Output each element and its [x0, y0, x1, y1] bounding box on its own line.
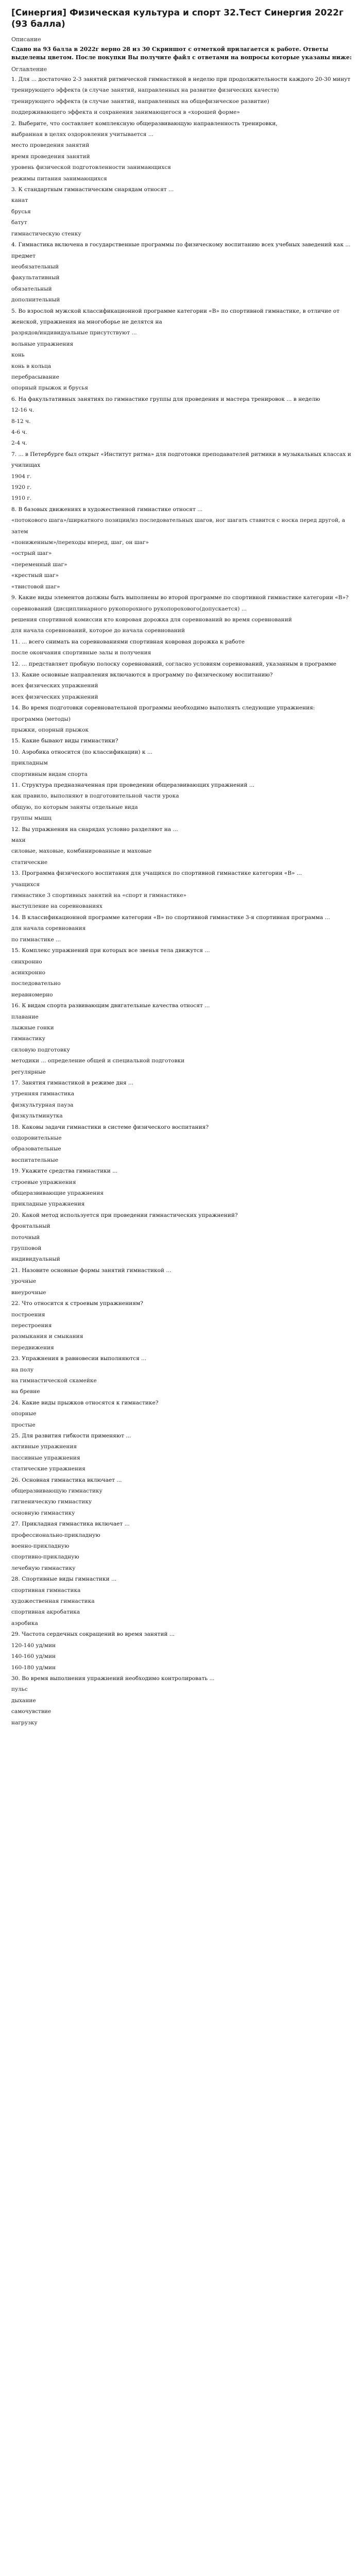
- question-line: 14. Во время подготовки соревновательной программы необходимо выполнять следующие упражнения:: [11, 705, 315, 711]
- answer-option: гигиеническую гимнастику: [11, 1499, 92, 1505]
- question-line: 24. Какие виды прыжков относятся к гимнастике?: [11, 1399, 159, 1406]
- question-line: 7. ... в Петербурге был открыт «Институт ритма» для подготовки преподавателей ритмики в музыкальных классах и училищах: [11, 451, 353, 469]
- answer-option: урочные: [11, 1278, 37, 1285]
- answer-option: фронтальный: [11, 1223, 50, 1230]
- question-line: 15. Какие бывают виды гимнастики?: [11, 738, 118, 744]
- answer-option: брусья: [11, 208, 31, 215]
- answer-option: самочувствие: [11, 1708, 51, 1715]
- answer-option: силовые, маховые, комбинированные и маховые: [11, 848, 152, 855]
- answer-option: 2-4 ч.: [11, 440, 27, 447]
- answer-option: статические упражнения: [11, 1466, 85, 1472]
- answer-option: поддерживающего эффекта и сохранения занимающегося в «хорошей форме»: [11, 109, 240, 116]
- answer-option: индивидуальный: [11, 1256, 60, 1263]
- answer-option: разрядов/индивидуальные присутствуют ...: [11, 330, 137, 336]
- description-text: Сдано на 93 балла в 2022г верно 28 из 30 Скриншот с отметкой прилагается к работе. Ответы выделены цветом. После покупки Вы получите файл с ответами на вопросы которые указаны ниже:: [11, 46, 352, 61]
- question-line: 28. Спортивные виды гимнастики ...: [11, 1576, 117, 1583]
- answer-option: простые: [11, 1421, 36, 1428]
- answer-option: основную гимнастику: [11, 1510, 75, 1516]
- answer-option: военно-прикладную: [11, 1543, 70, 1550]
- answer-option: лыжные гонки: [11, 1024, 54, 1031]
- answer-option: конь в кольца: [11, 363, 51, 369]
- answer-option: статические: [11, 859, 48, 866]
- answer-option: активные упражнения: [11, 1444, 77, 1450]
- answer-option: воспитательные: [11, 1157, 58, 1163]
- answer-option: спортивным видам спорта: [11, 771, 88, 777]
- answer-option: неравномерно: [11, 991, 53, 998]
- question-line: 2. Выберите, что составляет комплексную общеразвивающую направленность тренировки,: [11, 120, 278, 127]
- question-line: 10. Аэробика относится (по классификации) к ...: [11, 749, 152, 755]
- answer-option: «твистовой шаг»: [11, 583, 60, 590]
- answer-option: «потокового шага»/ширкатного позиции/из последовательных шагов, ног шагать ставится с носка перед другой, а затем: [11, 517, 347, 535]
- answer-option: 8-12 ч.: [11, 418, 31, 425]
- answer-option: опорные: [11, 1411, 37, 1417]
- answer-option: образовательные: [11, 1146, 61, 1153]
- answer-option: 120-140 уд/мин: [11, 1642, 56, 1649]
- answer-option: уровень физической подготовленности занимающихся: [11, 164, 171, 171]
- answer-option: профессионально-прикладную: [11, 1532, 100, 1538]
- answer-option: по гимнастике ...: [11, 936, 61, 943]
- answer-option: выбранная в целях оздоровления учитывается ...: [11, 131, 153, 138]
- answer-option: строевые упражнения: [11, 1179, 76, 1185]
- answer-option: опорный прыжок и брусья: [11, 385, 89, 392]
- question-line: 19. Укажите средства гимнастики ...: [11, 1168, 118, 1175]
- answer-option: гимнастике 3 спортивных занятий на «спорт и гимнастике»: [11, 892, 186, 899]
- answer-option: 4-6 ч.: [11, 429, 27, 435]
- question-line: 12. Вы упражнения на снарядах условно разделяют на ...: [11, 826, 178, 833]
- answer-option: для начала соревнования: [11, 925, 86, 932]
- answer-option: 1904 г.: [11, 473, 32, 480]
- question-line: 17. Занятия гимнастикой в режиме дня ...: [11, 1079, 134, 1086]
- question-line: 30. Во время выполнения упражнений необходимо контролировать ...: [11, 1675, 215, 1682]
- answer-option: размыкания и смыкания: [11, 1333, 83, 1340]
- answer-option: для начала соревнований, которое до начала соревнований: [11, 628, 185, 634]
- answer-option: перестроения: [11, 1322, 52, 1329]
- question-line: 16. К видам спорта развивающим двигательные качества относят ...: [11, 1003, 210, 1009]
- question-line: 14. В классификационной программе категории «В» по спортивной гимнастике 3-я спортивная программа ...: [11, 914, 330, 921]
- answer-option: утренняя гимнастика: [11, 1091, 75, 1097]
- answer-option: спортивно-прикладную: [11, 1554, 79, 1561]
- document-title: [Синергия] Физическая культура и спорт 32.Тест Синергия 2022г (93 балла): [11, 8, 344, 29]
- answer-option: на полу: [11, 1366, 34, 1373]
- question-line: 3. К стандартным гимнастическим снарядам относят ...: [11, 187, 174, 193]
- answer-option: тренирующего эффекта (в случае занятий, направленных на общефизическое развитие): [11, 98, 269, 105]
- answer-option: выступление на соревнованиях: [11, 903, 102, 910]
- answer-option: «переменный шаг»: [11, 561, 67, 568]
- question-line: 23. Упражнения в равновесии выполняются ...: [11, 1355, 147, 1362]
- answer-option: 140-160 уд/мин: [11, 1653, 56, 1660]
- answer-option: общеразвивающие упражнения: [11, 1190, 104, 1197]
- answer-option: программа (методы): [11, 716, 71, 722]
- answer-option: всех физических упражнений: [11, 683, 98, 689]
- answer-option: общую, по которым заняты отдельные вида: [11, 804, 138, 810]
- question-line: 13. Программа физического воспитания для учащихся по спортивной гимнастике категории «В» ...: [11, 870, 302, 877]
- answer-option: групповой: [11, 1245, 42, 1252]
- answer-option: 1910 г.: [11, 495, 32, 502]
- answer-option: общеразвивающую гимнастику: [11, 1488, 102, 1494]
- answer-option: прыжки, опорный прыжок: [11, 726, 89, 733]
- answer-option: 160-180 уд/мин: [11, 1664, 56, 1671]
- question-line: 12. ... представляет пробную полоску соревнований, согласно условиям соревнований, указанным в программе: [11, 660, 337, 667]
- question-line: 11. ... всего снимать на соревнованиями спортивная ковровая дорожка к работе: [11, 638, 245, 645]
- answer-option: дополнительный: [11, 297, 60, 303]
- answer-option: канат: [11, 197, 28, 204]
- answer-option: на гимнастической скамейке: [11, 1377, 97, 1384]
- answer-option: учащихся: [11, 881, 40, 888]
- answer-option: внеурочные: [11, 1289, 46, 1296]
- answer-option: спортивная акробатика: [11, 1609, 80, 1616]
- answer-option: конь: [11, 352, 25, 359]
- answer-option: прикладным: [11, 760, 48, 767]
- answer-option: необязательный: [11, 263, 59, 270]
- answer-option: «пониженным»/переходы вперед, шаг, он шаг»: [11, 539, 149, 546]
- answer-option: режимы питания занимающихся: [11, 175, 107, 182]
- answer-option: физкультурная пауза: [11, 1101, 74, 1108]
- answer-option: спортивная гимнастика: [11, 1587, 81, 1594]
- question-line: 1. Для ... достаточно 2-3 занятий ритмической гимнастикой в неделю при продолжительности каждого 20-30 минут: [11, 76, 351, 82]
- answer-option: батут: [11, 219, 27, 226]
- answer-option: гимнастическую стенку: [11, 230, 81, 237]
- answer-option: вольные упражнения: [11, 341, 74, 347]
- answer-option: регулярные: [11, 1069, 46, 1075]
- question-line: 9. Какие виды элементов должны быть выполнены во второй программе по спортивной гимнастике категории «В»?: [11, 595, 349, 601]
- question-line: 21. Назовите основные формы занятий гимнастикой ...: [11, 1267, 171, 1274]
- answer-option: 12-16 ч.: [11, 407, 35, 414]
- answer-option: как правило, выполняют в подготовительной части урока: [11, 793, 179, 800]
- question-line: 13. Какие основные направления включаются в программу по физическому воспитанию?: [11, 671, 273, 678]
- answer-option: на бревне: [11, 1388, 40, 1395]
- answer-option: силовую подготовку: [11, 1046, 70, 1053]
- question-line: 15. Комплекс упражнений при которых все звенья тела движутся ...: [11, 947, 210, 954]
- answer-option: гимнастику: [11, 1036, 45, 1042]
- answer-option: соревнований (дисциплинарного рукопорохного рукопорохового(допускается) ...: [11, 605, 247, 612]
- answer-option: решения спортивной комиссии кто ковровая дорожка для соревнований во время соревнований: [11, 616, 292, 623]
- answer-option: лечебную гимнастику: [11, 1565, 76, 1571]
- question-line: 8. В базовых движениях в художественной гимнастике относят ...: [11, 506, 203, 513]
- answer-option: 1920 г.: [11, 484, 32, 491]
- answer-option: художественная гимнастика: [11, 1598, 95, 1605]
- answer-option: всех физических упражнений: [11, 693, 98, 700]
- question-line: 25. Для развития гибкости применяют ...: [11, 1432, 131, 1439]
- question-line: 11. Структура предназначенная при проведении общеразвивающих упражнений ...: [11, 782, 255, 788]
- question-line: 29. Частота сердечных сокращений во время занятий ...: [11, 1631, 175, 1638]
- answer-option: дыхание: [11, 1697, 36, 1704]
- answer-option: плавание: [11, 1013, 39, 1020]
- answer-option: построения: [11, 1311, 45, 1318]
- answer-option: «крестный шаг»: [11, 572, 59, 579]
- answer-option: пассивные упражнения: [11, 1454, 80, 1461]
- question-line: 26. Основная гимнастика включает ...: [11, 1477, 122, 1483]
- answer-option: тренирующего эффекта (в случае занятий, направленных на развитие физических качеств): [11, 87, 279, 94]
- answer-option: асинхронно: [11, 969, 46, 976]
- answer-option: факультативный: [11, 275, 60, 281]
- answer-option: время проведения занятий: [11, 153, 90, 160]
- question-line: 20. Какой метод используется при проведении гимнастических упражнений?: [11, 1212, 238, 1218]
- answer-option: обязательный: [11, 285, 52, 292]
- answer-option: поточный: [11, 1234, 40, 1241]
- answer-option: методики ... определение общей и специальной подготовки: [11, 1058, 185, 1064]
- answer-option: синхронно: [11, 958, 42, 965]
- answer-option: последовательно: [11, 980, 61, 987]
- answer-option: место проведения занятий: [11, 142, 90, 149]
- answer-option: пульс: [11, 1686, 28, 1693]
- answer-option: «острый шаг»: [11, 550, 52, 557]
- answer-option: махи: [11, 837, 26, 844]
- answer-option: после окончания спортивные залы и получения: [11, 650, 151, 656]
- description-label: Описание: [11, 36, 41, 43]
- question-line: 5. Во взрослой мужской классификационной программе категории «В» по спортивной гимнастике, в отличие от женской, упражнения на многоборье не делятся на: [11, 308, 341, 325]
- answer-option: передвижения: [11, 1344, 54, 1351]
- question-line: 22. Что относится к строевым упражнениям?: [11, 1300, 143, 1307]
- answers-list: [11, 74, 354, 1728]
- question-line: 18. Каковы задачи гимнастики в системе физического воспитания?: [11, 1124, 209, 1130]
- question-line: 4. Гимнастика включена в государственные программы по физическому воспитанию всех учебных заведений как ... предмет: [11, 242, 352, 259]
- answer-option: аэробика: [11, 1620, 38, 1626]
- answer-option: перебрасывание: [11, 374, 59, 380]
- answer-option: прикладные упражнения: [11, 1201, 85, 1208]
- answer-option: нагрузку: [11, 1719, 38, 1726]
- question-line: 6. На факультативных занятиях по гимнастике группы для проведения и мастера тренировок ... в неделю: [11, 396, 320, 402]
- question-line: 27. Прикладная гимнастика включает ...: [11, 1521, 130, 1528]
- answer-option: физкультминутка: [11, 1113, 63, 1120]
- answer-option: оздоровительные: [11, 1135, 62, 1141]
- answers-label: Оглавление: [11, 66, 47, 73]
- answer-option: группы мышц: [11, 815, 51, 822]
